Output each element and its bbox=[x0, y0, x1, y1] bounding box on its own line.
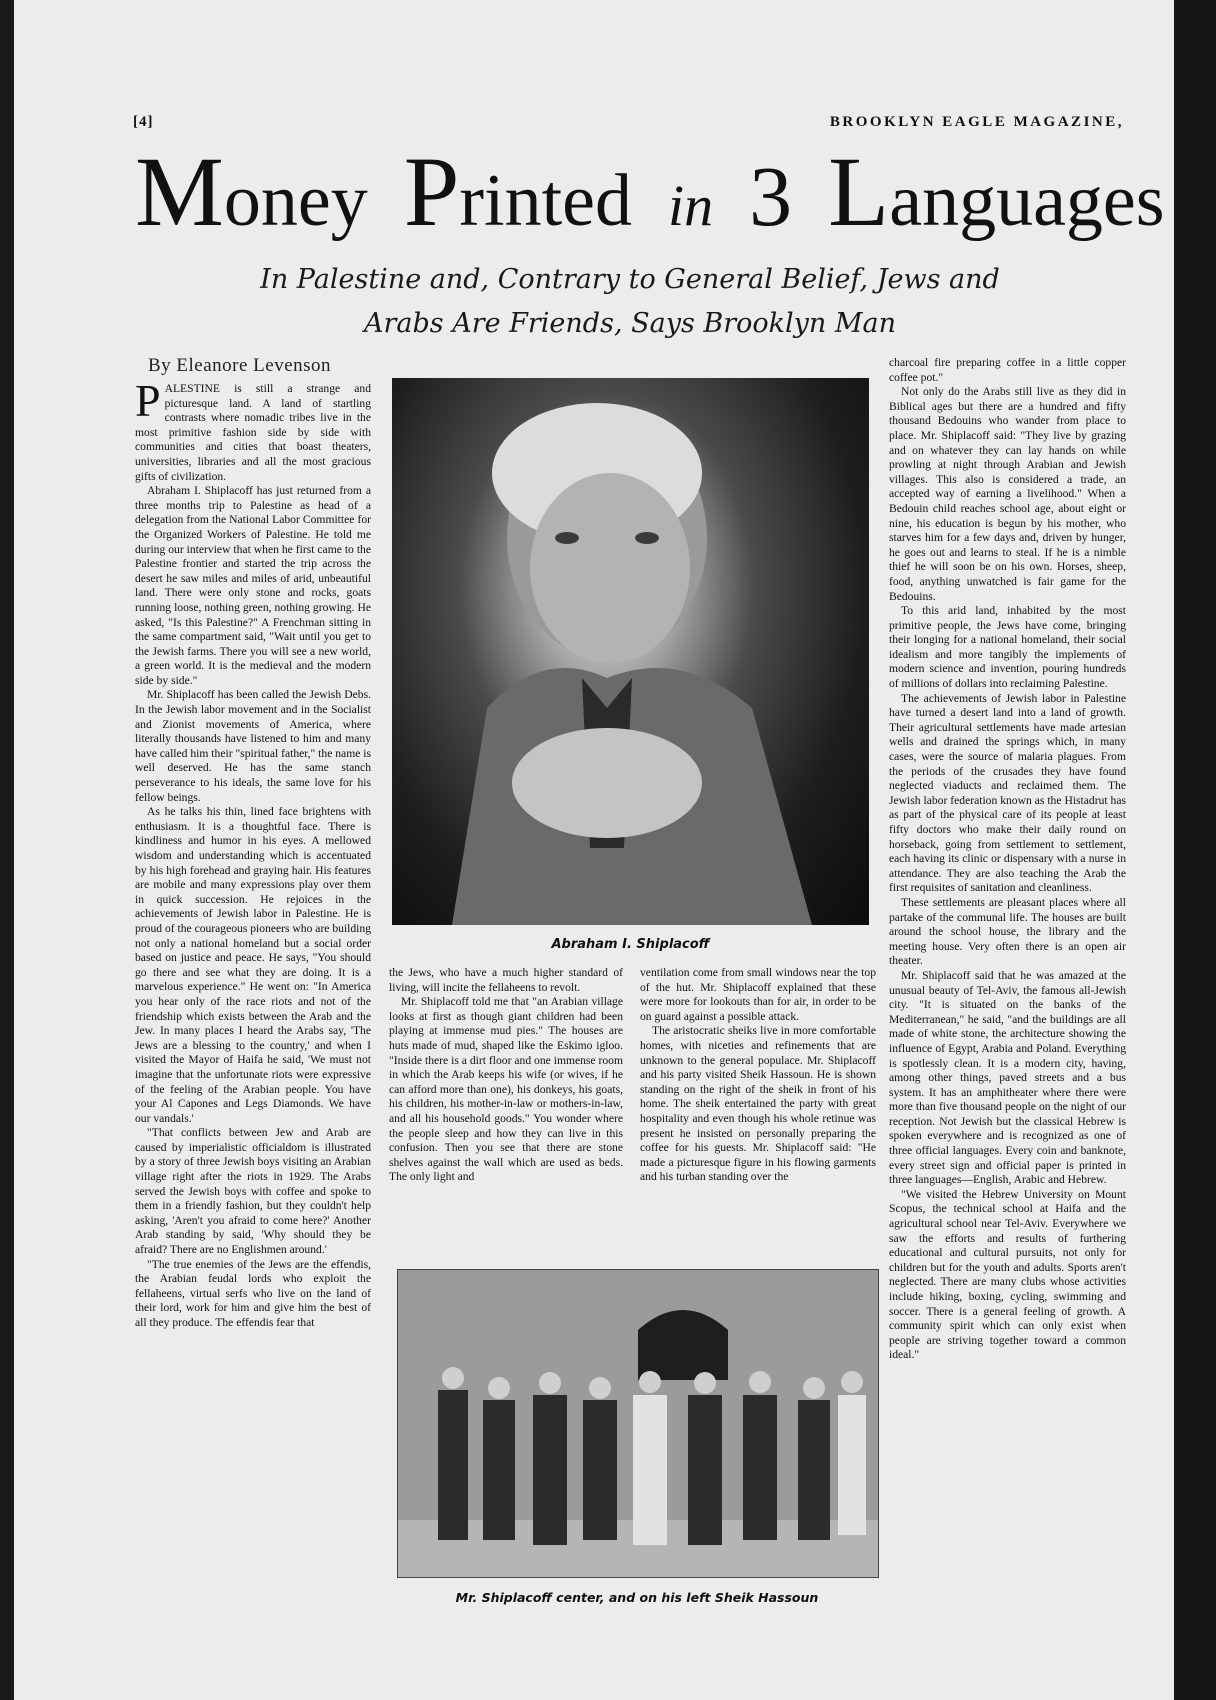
paragraph: "That conflicts between Jew and Arab are caused by imperialistic officialdom is illustrated by a story of three Jewish boys visiting an Arabian village right after the riots in 1929. The Arabs served the Jewish boys with coffee and spoke to them in a friendly fashion, but they couldn't help asking, 'Aren't you afraid to come here?' Another Arab standing by said, 'Why should they be afraid? There are no Englishmen around.' bbox=[135, 1126, 371, 1257]
portrait-photo bbox=[392, 378, 869, 925]
paragraph: "We visited the Hebrew University on Mount Scopus, the technical school at Haifa and the agricultural school near Tel-Aviv. Everywhere we saw the efforts and results of furthering educational and cultural pursuits, not only for children but for the youth and adults. Sports aren't neglected. There are many clubs whose activities include hiking, boxing, cycling, swimming and soccer. There is a general feeling of growth. A community spirit which can only exist when people are striving together toward a common ideal." bbox=[889, 1187, 1126, 1362]
paragraph: As he talks his thin, lined face brightens with enthusiasm. It is a thoughtful face. There is kindliness and humor in his eyes. A mellowed wisdom and understanding which is accentuated by his high forehead and graying hair. His features are mobile and many expressions play over them in quick succession. He rejoices in the achievements of Jewish labor in Palestine. He is proud of the courageous pioneers who are building not only a national homeland but a social order based on justice and peace. He says, "You should go there and see what they are doing. It is a marvelous experience." He went on: "In America you hear only of the race riots and not of the friendship which exists between the Arab and the Jew. In many places I heard the Arabs say, 'The Jews are a blessing to the country,' and when I visited the Mayor of Haifa he said, 'We must not imagine that the unfortunate riots were expressive of the feeling of the Arabian people. You have your Al Capones and Legs Diamonds. We have our vandals.' bbox=[135, 805, 371, 1125]
paragraph: Mr. Shiplacoff told me that "an Arabian village looks at first as though giant children had been playing at immense mud pies." The houses are huts made of mud, shaped like the Eskimo igloo. "Inside there is a dirt floor and one immense room in which the Arab keeps his wife (or wives, if he can afford more than one), his donkeys, his goats, his children, his mother-in-law or mothers-in-law, and all his household goods." You wonder where the people sleep and how they can live in this confusion. Then you see that there are stone shelves against the wall which are used as beds. The only light and bbox=[389, 995, 623, 1184]
article-column-2 bbox=[389, 966, 623, 1248]
headline-word-3: 3 bbox=[749, 148, 793, 244]
paragraph: "The true enemies of the Jews are the effendis, the Arabian feudal lords who exploit the fellaheens, virtual serfs who live on the land of their lord, work for him and give him the best of all they produce. The effendis fear that bbox=[135, 1257, 371, 1329]
paragraph: Mr. Shiplacoff has been called the Jewish Debs. In the Jewish labor movement and in the Socialist and Zionist movements of America, where literally thousands have listened to him and many have called him their "spiritual father," the name is well deserved. He has the same stanch perseverance to his ideals, the same love for his fellow beings. bbox=[135, 688, 371, 804]
group-illustration bbox=[398, 1270, 878, 1577]
portrait-illustration bbox=[392, 378, 869, 925]
paragraph: Mr. Shiplacoff said that he was amazed at the unusual beauty of Tel-Aviv, the famous all-Jewish city. "It is situated on the banks of the Mediterranean," he said, "and the buildings are all made of white stone, the architecture showing the influence of Egypt, Arabia and Poland. Everything is spotlessly clean. It is a modern city, having, among other things, paved streets and a bus system. It has an amphitheater where there were more than five thousand people on the night of our reception. Not Jewish but the classical Hebrew is spoken everywhere and is recognized as one of three official languages. Every coin and banknote, every street sign and official paper is printed in three languages—English, Arabic and Hebrew. bbox=[889, 968, 1126, 1187]
headline-word-money: Money bbox=[135, 136, 368, 247]
page-number: [4] bbox=[133, 114, 154, 130]
paragraph: The aristocratic sheiks live in more comfortable homes, with niceties and refinements that are unknown to the general populace. Mr. Shiplacoff and his party visited Sheik Hassoun. He is shown standing on the right of the sheik in front of his home. The sheik entertained the party with great hospitality and even though his whole retinue was present he insisted on personally preparing the coffee for his guests. Mr. Shiplacoff said: "He made a picturesque figure in his flowing garments and his turban standing over the bbox=[640, 1024, 876, 1184]
paragraph: To this arid land, inhabited by the most primitive people, the Jews have come, bringing their longing for a national homeland, their social idealism and more tangibly the implements of modern science and invention, pouring hundreds of millions of dollars into reclaiming Palestine. bbox=[889, 604, 1126, 691]
scan-border bbox=[1174, 0, 1216, 1700]
subheadline bbox=[150, 258, 1110, 346]
group-photo-caption: Mr. Shiplacoff center, and on his left Sheik Hassoun bbox=[455, 1590, 819, 1605]
paragraph: charcoal fire preparing coffee in a little copper coffee pot." bbox=[889, 356, 1126, 384]
article-column-3 bbox=[640, 966, 876, 1248]
headline-word-languages: Languages bbox=[828, 136, 1165, 247]
byline: By Eleanore Levenson bbox=[148, 355, 332, 376]
paragraph: ventilation come from small windows near the top of the hut. Mr. Shiplacoff explained that these were more for lookouts than for air, in order to be on guard against a possible attack. bbox=[640, 966, 876, 1023]
portrait-caption: Abraham I. Shiplacoff bbox=[551, 937, 710, 952]
headline-word-in: in bbox=[668, 173, 714, 238]
paragraph: PALESTINE is still a strange and picturesque land. A land of startling contrasts where nomadic tribes live in the most primitive fashion side by side with communities and cities that boast theaters, universities, libraries and all the most gracious gifts of civilization. bbox=[135, 382, 371, 483]
paragraph: the Jews, who have a much higher standard of living, will incite the fellaheens to revolt. bbox=[389, 966, 623, 994]
paragraph: Abraham I. Shiplacoff has just returned from a three months trip to Palestine as head of a delegation from the National Labor Committee for the Organized Workers of Palestine. He told me during our interview that when he first came to the Palestine frontier and started the trip across the desert he saw miles and miles of arid, unbeautiful land. There were only stone and rocks, goats running loose, nothing green, nothing growing. He asked, "Is this Palestine?" A Frenchman sitting in the same compartment said, "Wait until you get to the Jewish farms. There you will see a new world, a green world. It is the medieval and the modern side by side." bbox=[135, 484, 371, 687]
article-column-4 bbox=[889, 356, 1126, 1612]
drop-cap: P bbox=[135, 382, 161, 426]
headline-word-printed: Printed bbox=[403, 136, 633, 247]
subheadline-line-1: In Palestine and, Contrary to General Belief, Jews and bbox=[260, 264, 1000, 295]
paragraph: The achievements of Jewish labor in Palestine have turned a desert land into a land of growth. Their agricultural settlements have made artesian wells and drained the springs which, in many cases, were the source of malaria plagues. From the periods of the crusades they have found neglected viaducts and reclaimed them. The Jewish labor federation known as the Histadrut has as part of the physical care of its people at least fifty doctors who make their daily round on horseback, going from settlement to settlement, each having its clinic or dispensary with a nurse in attendance. They are also teaching the Arab the first requisites of sanitation and cleanliness. bbox=[889, 691, 1126, 895]
paragraph: These settlements are pleasant places where all partake of the communal life. The houses are built around the school house, the library and the meeting house. Very often there is an open air theater. bbox=[889, 895, 1126, 968]
publication-name: BROOKLYN EAGLE MAGAZINE, bbox=[829, 114, 1124, 130]
headline bbox=[135, 136, 1165, 247]
subheadline-line-2: Arabs Are Friends, Says Brooklyn Man bbox=[363, 308, 897, 339]
article-column-1 bbox=[135, 382, 371, 1608]
group-photo bbox=[397, 1269, 879, 1578]
paragraph: Not only do the Arabs still live as they did in Biblical ages but there are a hundred and fifty thousand Bedouins who wander from place to place. Mr. Shiplacoff said: "They live by grazing and on whatever they can lay hands on while prowling at night through Arabian and Jewish villages. This also is considered a trade, an accepted way of earning a livelihood." When a Bedouin child reaches school age, about eight or nine, his education is begun by his mother, who starves him for a few days and, driven by hunger, he goes out and learns to steal. If he is a nimble thief he will soon be on his own. Horses, sheep, food, anything unwatched is fair game for the Bedouins. bbox=[889, 385, 1126, 603]
